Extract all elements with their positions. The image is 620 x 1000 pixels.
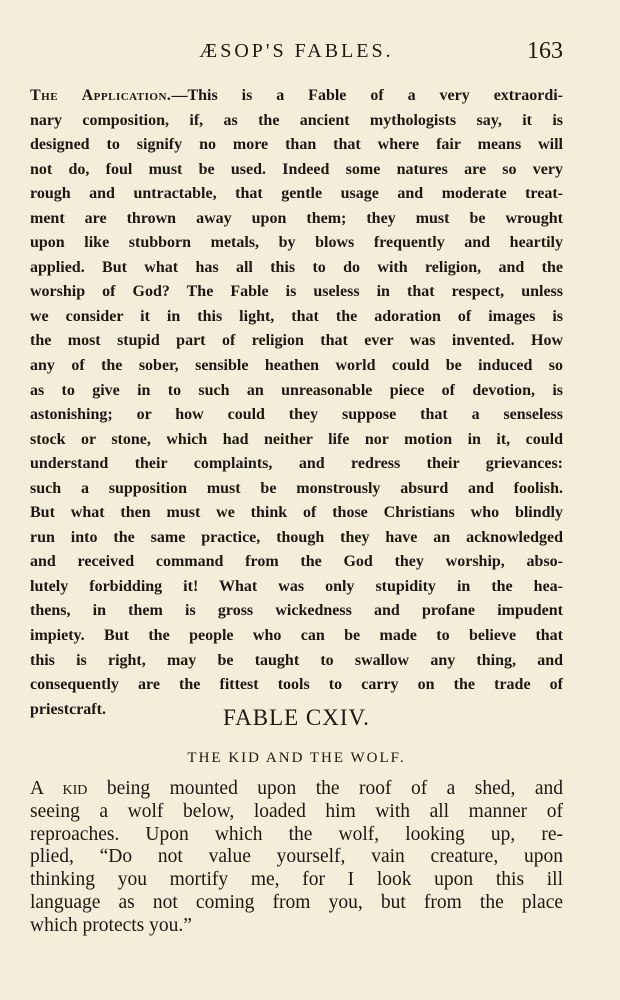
application-line: not do, foul must be used. Indeed some natures are so very — [30, 160, 563, 178]
fable-line: reproaches. Upon which the wolf, looking up, re- — [30, 823, 563, 845]
application-line: consequently are the fittest tools to carry on the trade of — [30, 676, 563, 694]
application-line: upon like stubborn metals, by blows frequently and heartily — [30, 234, 563, 252]
application-line: astonishing; or how could they suppose that a senseless — [30, 406, 563, 424]
application-line: But what then must we think of those Christians who blindly — [30, 504, 563, 522]
application-line: designed to signify no more than that where fair means will — [30, 136, 563, 154]
fable-line: language as not coming from you, but from the place — [30, 891, 563, 913]
application-line: priestcraft. — [30, 700, 106, 718]
fable-line: seeing a wolf below, loaded him with all manner of — [30, 800, 563, 822]
application-line: this is right, may be taught to swallow any thing, and — [30, 651, 563, 669]
fable-heading: FABLE CXIV. — [223, 705, 370, 730]
fable-body — [30, 778, 563, 938]
application-line: thens, in them is gross wickedness and profane impudent — [30, 602, 563, 620]
application-line: ment are thrown away upon them; they must be wrought — [30, 209, 563, 227]
page-number: 163 — [527, 38, 563, 64]
fable-subtitle: THE KID AND THE WOLF. — [187, 750, 406, 766]
application-line: as to give in to such an unreasonable piece of devotion, is — [30, 381, 563, 399]
application-line: rough and untractable, that gentle usage and moderate treat- — [30, 185, 563, 203]
application-line: the most stupid part of religion that ever was invented. How — [30, 332, 563, 350]
application-line: impiety. But the people who can be made to believe that — [30, 627, 563, 645]
application-line-1: The Application.—This is a Fable of a very extraordi- — [30, 87, 564, 104]
application-paragraph — [30, 84, 563, 722]
application-line: and received command from the God they worship, abso- — [30, 553, 563, 571]
running-head — [30, 38, 563, 68]
application-line: lutely forbidding it! What was only stupidity in the hea- — [30, 577, 563, 595]
running-title: ÆSOP'S FABLES. — [199, 40, 394, 62]
fable-line: thinking you mortify me, for I look upon this ill — [30, 869, 563, 891]
application-line: understand their complaints, and redress their grievances: — [30, 455, 563, 473]
application-line: applied. But what has all this to do with religion, and the — [30, 258, 563, 276]
fable-lead: A kid — [30, 778, 88, 799]
fable-line: plied, “Do not value yourself, vain creature, upon — [30, 846, 563, 868]
application-line: any of the sober, sensible heathen world could be induced so — [30, 357, 563, 375]
application-line: we consider it in this light, that the adoration of images is — [30, 307, 563, 325]
application-line: run into the same practice, though they have an acknowledged — [30, 528, 563, 546]
application-line: stock or stone, which had neither life nor motion in it, could — [30, 430, 563, 448]
application-line: nary composition, if, as the ancient mythologists say, it is — [30, 111, 563, 129]
fable-line: which protects you.” — [30, 914, 192, 936]
book-page — [30, 0, 563, 1000]
application-line: worship of God? The Fable is useless in that respect, unless — [30, 283, 563, 301]
application-line: such a supposition must be monstrously absurd and foolish. — [30, 479, 563, 497]
fable-line-1: A kid being mounted upon the roof of a shed, and — [30, 778, 564, 799]
application-lead: The Application. — [30, 87, 172, 104]
